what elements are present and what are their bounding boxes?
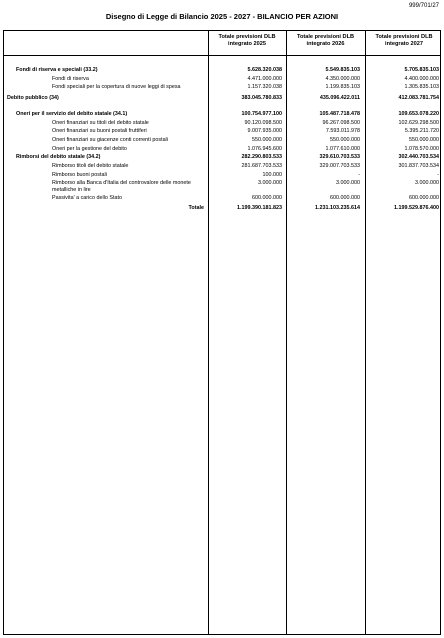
row-value: 3.000.000 xyxy=(336,180,360,187)
row-value: 550.000.000 xyxy=(252,136,282,143)
row-value: 600.000.000 xyxy=(330,194,360,201)
row-label: Fondi di riserva e speciali (33.2) xyxy=(16,67,98,73)
row-value: 1.076.945.600 xyxy=(247,145,282,152)
column-divider xyxy=(208,31,209,634)
row-value: 4.400.000.000 xyxy=(404,75,439,82)
row-value: 435.096.422.011 xyxy=(319,95,360,102)
row-value: 329.610.703.533 xyxy=(319,154,360,161)
row-value: 302.440.703.534 xyxy=(398,154,439,161)
row-value: 1.199.835.103 xyxy=(325,84,360,91)
row-value: 1.199.390.181.823 xyxy=(237,204,282,211)
row-value: - xyxy=(358,171,360,178)
row-value: 3.000.000 xyxy=(258,180,282,187)
budget-table xyxy=(3,30,441,635)
row-value: 282.290.803.533 xyxy=(241,154,282,161)
row-value: 329.007.703.533 xyxy=(319,163,360,169)
column-divider xyxy=(286,31,287,634)
row-label: Oneri per la gestione del debito xyxy=(52,145,127,152)
row-value: 102.629.298.500 xyxy=(398,119,439,126)
row-label: Rimborso buoni postali xyxy=(52,171,107,178)
row-value: 1.157.320.038 xyxy=(247,84,282,91)
row-value: 5.705.835.103 xyxy=(404,67,439,73)
row-value: 550.000.000 xyxy=(330,136,360,143)
row-value: 1.199.529.876.400 xyxy=(394,204,439,211)
row-value: 90.120.098.500 xyxy=(244,119,282,126)
row-value: 1.077.610.000 xyxy=(325,145,360,152)
row-label: Rimborso alla Banca d'Italia del controvalore delle monete metalliche in lire xyxy=(52,180,191,193)
row-value: 5.395.211.720 xyxy=(404,128,439,135)
row-label: Fondi di riserva xyxy=(52,75,89,82)
row-label: Rimborso titoli del debito statale xyxy=(52,163,129,169)
column-header-2027: Totale previsioni DLB integrato 2027 xyxy=(375,34,433,47)
column-header-2025: Totale previsioni DLB integrato 2025 xyxy=(218,34,276,47)
row-label: Rimborsi del debito statale (34.2) xyxy=(16,154,101,161)
row-value: 3.000.000 xyxy=(415,180,439,187)
column-divider xyxy=(365,31,366,634)
row-value: 1.078.570.000 xyxy=(404,145,439,152)
row-label: Fondi speciali per la copertura di nuove leggi di spesa xyxy=(52,84,181,91)
row-value: 1.231.103.235.614 xyxy=(315,204,360,211)
row-value: 550.000.000 xyxy=(409,136,439,143)
row-label: Oneri finanziari su buoni postali fruttiferi xyxy=(52,128,147,135)
row-value: 9.007.935.000 xyxy=(247,128,282,135)
row-value: - xyxy=(437,171,439,178)
row-label: Oneri per il servizio del debito statale (34.1) xyxy=(16,110,128,117)
row-value: 7.593.011.978 xyxy=(325,128,360,135)
row-value: 600.000.000 xyxy=(252,194,282,201)
row-value: 100.754.977.100 xyxy=(241,110,282,117)
row-label: Oneri finanziari su giacenze conti correnti postali xyxy=(52,136,168,143)
row-value: 4.471.000.000 xyxy=(247,75,282,82)
header-divider xyxy=(4,55,440,56)
row-value: 100.000 xyxy=(262,171,282,178)
column-header-2026: Totale previsioni DLB integrato 2026 xyxy=(296,34,355,47)
row-label: Debito pubblico (34) xyxy=(7,95,59,102)
row-value: 105.487.718.478 xyxy=(319,110,360,117)
row-value: 5.628.320.038 xyxy=(247,67,282,73)
row-value: 412.083.781.754 xyxy=(398,95,439,102)
row-value: 1.305.835.103 xyxy=(404,84,439,91)
row-value: 383.045.780.833 xyxy=(241,95,282,102)
row-value: 301.837.703.534 xyxy=(398,163,439,169)
row-value: 96.267.098.500 xyxy=(322,119,360,126)
row-label: Oneri finanziari su titoli del debito statale xyxy=(52,119,149,126)
row-label: Totale xyxy=(188,204,204,211)
row-value: 600.000.000 xyxy=(409,194,439,201)
page-code: 999/701/27 xyxy=(408,3,439,9)
row-label: Passivita' a carico dello Stato xyxy=(52,194,122,201)
document-title: Disegno di Legge di Bilancio 2025 - 2027 - BILANCIO PER AZIONI xyxy=(105,12,339,21)
row-value: 5.549.835.103 xyxy=(325,67,360,73)
row-value: 281.687.703.533 xyxy=(241,163,282,169)
row-value: 109.653.078.220 xyxy=(398,110,439,117)
row-value: 4.350.000.000 xyxy=(325,75,360,82)
